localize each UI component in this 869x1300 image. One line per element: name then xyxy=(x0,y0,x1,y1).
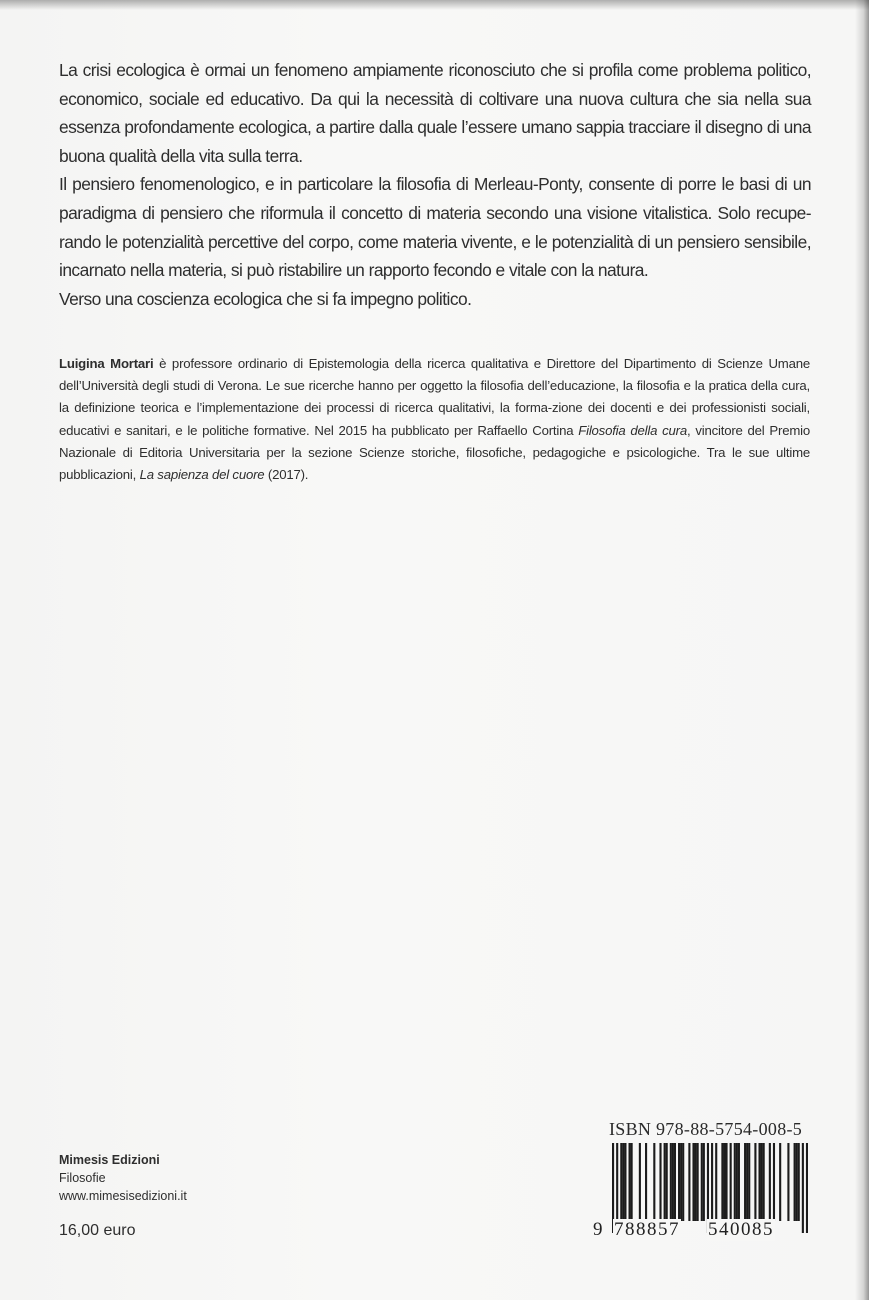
bio-text-1: è professore ordinario di Epistemologia della ricerca qualitativa e Direttore del Dipartimento di Scienze Umane dell’Università degli studi di Verona. Le sue ricerche hanno per oggetto la filosofia dell’educazione, la filosofia e la pratica della cura, la definizione teorica e l’implementazione dei processi di ricerca qualitativi, la forma-zione dei docenti e dei professionisti sociali, educativi e sanitari, e le politiche formative. Nel 2015 ha pubblicato per Raffaello Cortina xyxy=(59,356,810,438)
barcode-bar xyxy=(773,1143,775,1221)
barcode-bar xyxy=(680,1143,682,1221)
barcode-bar xyxy=(703,1143,705,1221)
barcode-bar xyxy=(674,1143,676,1221)
barcode-bar xyxy=(629,1143,631,1221)
author-bio xyxy=(59,353,810,486)
barcode-bar xyxy=(738,1143,740,1221)
series-name: Filosofie xyxy=(59,1171,106,1185)
publisher-info xyxy=(59,1151,187,1205)
barcode-bar xyxy=(787,1143,789,1221)
blurb-paragraph-3: Verso una coscienza ecologica che si fa impegno politico. xyxy=(59,288,472,309)
barcode-bar xyxy=(748,1143,750,1221)
barcode-bar xyxy=(798,1143,800,1221)
bio-text-3: (2017). xyxy=(264,467,309,483)
barcode-bar xyxy=(744,1143,746,1221)
cover-top-edge-shadow xyxy=(0,0,869,10)
barcode-bar xyxy=(688,1143,690,1221)
barcode-bar xyxy=(736,1143,738,1221)
isbn-label: ISBN 978-88-5754-008-5 xyxy=(609,1119,803,1139)
barcode-bar xyxy=(631,1143,633,1221)
blurb-paragraph-2: Il pensiero fenomenologico, e in particolare la filosofia di Merleau-Ponty, consente di porre le basi di un paradigma di pensiero che riformula il concetto di materia secondo una visione vitalistica. Solo recupe-rando le potenzialità percettive del corpo, come materia vivente, e le potenzialità di un pensiero sensibile, incarnato nella materia, si può ristabilire un rapporto fecondo e vitale con la natura. xyxy=(59,174,811,281)
author-name: Luigina Mortari xyxy=(59,356,154,371)
barcode-bar xyxy=(701,1143,703,1221)
barcode-bar xyxy=(645,1143,647,1221)
barcode-bar xyxy=(730,1143,732,1221)
cover-right-edge-shadow xyxy=(855,0,869,1300)
barcode-bar xyxy=(678,1143,680,1221)
barcode-bar xyxy=(769,1143,771,1221)
barcode-bar xyxy=(802,1143,804,1233)
barcode-bar xyxy=(763,1143,765,1221)
bio-book-title-1: Filosofia della cura xyxy=(578,422,688,438)
barcode-bar xyxy=(761,1143,763,1221)
barcode-left-digits: 788857 xyxy=(614,1219,680,1240)
barcode-bar xyxy=(672,1143,674,1221)
barcode-bar xyxy=(682,1143,684,1221)
barcode-bar xyxy=(779,1143,781,1221)
barcode-bar xyxy=(697,1143,699,1221)
barcode-bar xyxy=(664,1143,666,1221)
barcode-right-digits: 540085 xyxy=(708,1219,774,1240)
barcode-bar xyxy=(624,1143,626,1221)
barcode-bar xyxy=(622,1143,624,1221)
barcode-bar xyxy=(620,1143,622,1221)
barcode-bar xyxy=(666,1143,668,1221)
bio-text-2: , vincitore del Premio Nazionale di Editoria Universitaria per la sezione Scienze storiche, filosofiche, pedagogiche e psicologiche. Tra le sue ultime pubblicazioni, xyxy=(59,422,810,483)
barcode-bar xyxy=(721,1143,723,1221)
blurb-paragraph-1: La crisi ecologica è ormai un fenomeno ampiamente riconosciuto che si profila come problema politico, economico, sociale ed educativo. Da qui la necessità di coltivare una nuova cultura che sia nella sua essenza profondamente ecologica, a partire dalla quale l’essere umano sappia tracciare il disegno di una buona qualità della vita sulla terra. xyxy=(59,60,811,166)
barcode-bar xyxy=(758,1143,760,1221)
barcode-bar xyxy=(794,1143,796,1221)
barcode-bar xyxy=(670,1143,672,1221)
barcode-lead-digit: 9 xyxy=(593,1219,603,1240)
publisher-name: Mimesis Edizioni xyxy=(59,1153,160,1167)
barcode-bar xyxy=(723,1143,725,1221)
barcode-bar xyxy=(695,1143,697,1221)
bio-book-title-2: La sapienza del cuore xyxy=(139,467,265,483)
barcode-bar xyxy=(715,1143,717,1221)
barcode-bar xyxy=(746,1143,748,1221)
price: 16,00 euro xyxy=(59,1222,136,1239)
barcode-bar xyxy=(639,1143,641,1221)
blurb-text xyxy=(59,56,811,313)
barcode-bar xyxy=(653,1143,655,1221)
barcode-bar xyxy=(659,1143,661,1221)
barcode-bar xyxy=(796,1143,798,1221)
barcode-bar xyxy=(754,1143,756,1221)
publisher-website: www.mimesisedizioni.it xyxy=(59,1189,187,1203)
barcode-bar xyxy=(734,1143,736,1221)
barcode-bar xyxy=(806,1143,808,1233)
barcode-bar xyxy=(692,1143,694,1221)
barcode-bar xyxy=(725,1143,727,1221)
